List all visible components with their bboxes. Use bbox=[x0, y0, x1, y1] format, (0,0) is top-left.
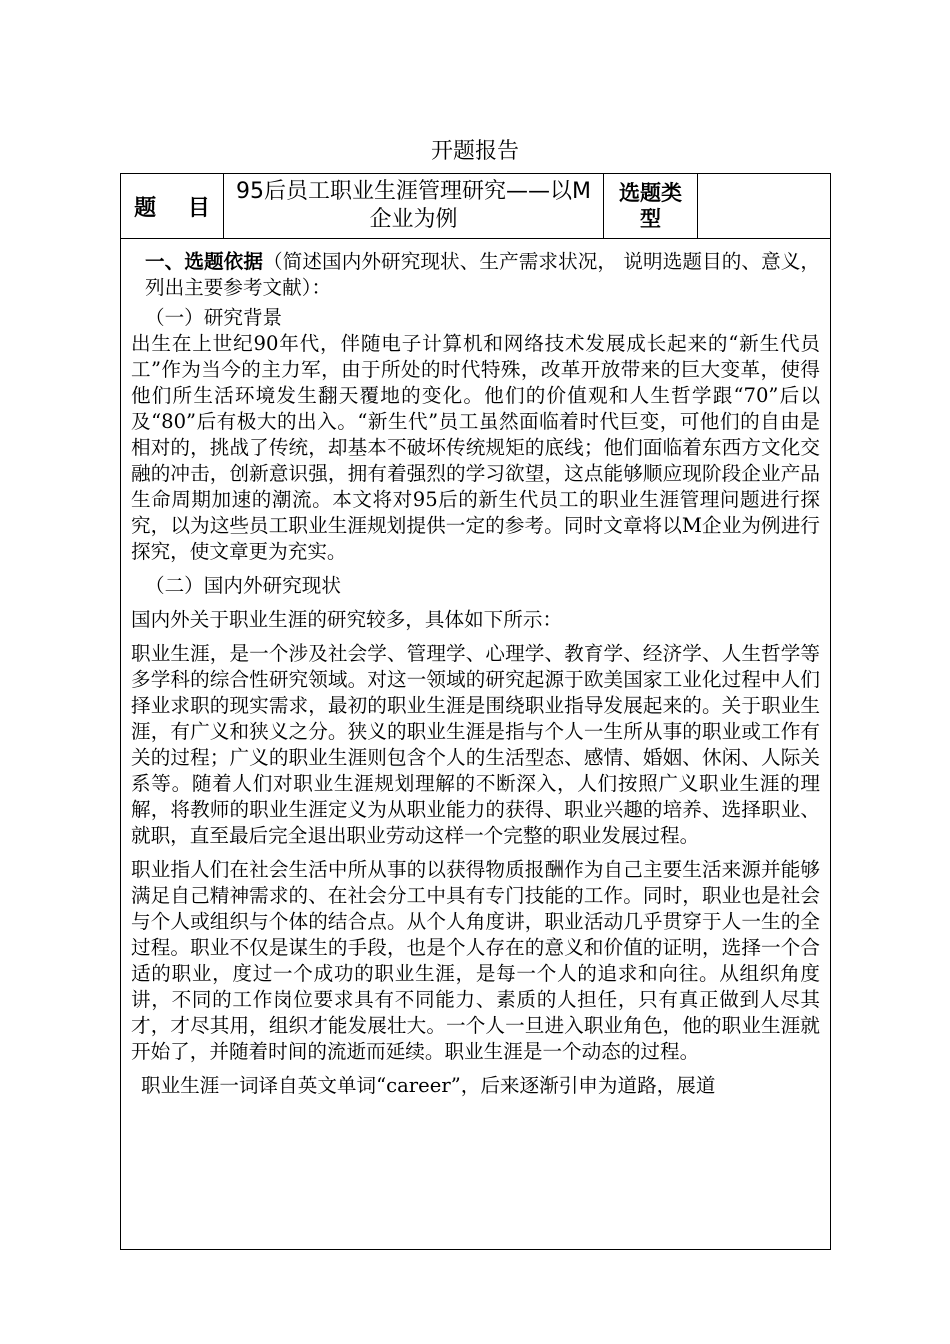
topic-row bbox=[121, 174, 831, 239]
research-status-heading: （二）国内外研究现状 bbox=[145, 574, 341, 597]
career-definition-paragraph: 职业生涯，是一个涉及社会学、管理学、心理学、教育学、经济学、人生哲学等多学科的综合性研究领域。对这一领域的研究起源于欧美国家工业化过程中人们择业求职的现实需求，最初的职业生涯是围绕职业指导发展起来的。关于职业生涯，有广义和狭义之分。狭义的职业生涯是指与个人一生所从事的职业或工作有关的过程；广义的职业生涯则包含个人的生活型态、感情、婚姻、休闲、人际关系等。随着人们对职业生涯规划理解的不断深入，人们按照广义职业生涯的理解，将教师的职业生涯定义为从职业能力的获得、职业兴趣的培养、选择职业、就职，直至最后完全退出职业劳动这样一个完整的职业发展过程。 bbox=[131, 642, 820, 847]
basis-heading: 一、选题依据 bbox=[145, 250, 264, 273]
career-etymology-paragraph: 职业生涯一词译自英文单词“career”，后来逐渐引申为道路，展道 bbox=[141, 1074, 716, 1097]
background-paragraph: 出生在上世纪90年代，伴随电子计算机和网络技术发展成长起来的“新生代员工”作为当今的主力军，由于所处的时代特殊，改革开放带来的巨大变革，使得他们所生活环境发生翻天覆地的变化。他们的价值观和人生哲学跟“70”后以及“80”后有极大的出入。“新生代”员工虽然面临着时代巨变，可他们的自由是相对的，挑战了传统，却基本不破坏传统规矩的底线；他们面临着东西方文化交融的冲击，创新意识强，拥有着强烈的学习欲望，这点能够顺应现阶段企业产品生命周期加速的潮流。本文将对95后的新生代员工的职业生涯管理问题进行探究，以为这些员工职业生涯规划提供一定的参考。同时文章将以M企业为例进行探究，使文章更为充实。 bbox=[131, 332, 820, 563]
research-status-intro: 国内外关于职业生涯的研究较多，具体如下所示： bbox=[131, 608, 563, 631]
background-heading: （一）研究背景 bbox=[145, 306, 283, 329]
topic-type-label: 选题类型 bbox=[604, 174, 698, 239]
content-row bbox=[121, 239, 831, 1250]
topic-value: 95后员工职业生涯管理研究——以M企业为例 bbox=[224, 174, 604, 239]
basis-note: （简述国内外研究现状、生产需求状况， 说明选题目的、意义，列出主要参考文献）： bbox=[145, 250, 821, 299]
occupation-paragraph: 职业指人们在社会生活中所从事的以获得物质报酬作为自己主要生活来源并能够满足自己精神需求的、在社会分工中具有专门技能的工作。同时，职业也是社会与个人或组织与个体的结合点。从个人角度讲，职业活动几乎贯穿于人一生的全过程。职业不仅是谋生的手段，也是个人存在的意义和价值的证明，选择一个合适的职业，度过一个成功的职业生涯，是每一个人的追求和向往。从组织角度讲，不同的工作岗位要求具有不同能力、素质的人担任，只有真正做到人尽其才，才尽其用，组织才能发展壮大。一个人一旦进入职业角色，他的职业生涯就开始了，并随着时间的流逝而延续。职业生涯是一个动态的过程。 bbox=[131, 858, 820, 1063]
topic-label: 题 目 bbox=[121, 174, 224, 239]
content-cell bbox=[121, 239, 831, 1250]
basis-paragraph bbox=[131, 249, 820, 301]
topic-type-value bbox=[698, 174, 831, 239]
document-title: 开题报告 bbox=[430, 139, 519, 164]
proposal-form-table bbox=[120, 173, 831, 1250]
